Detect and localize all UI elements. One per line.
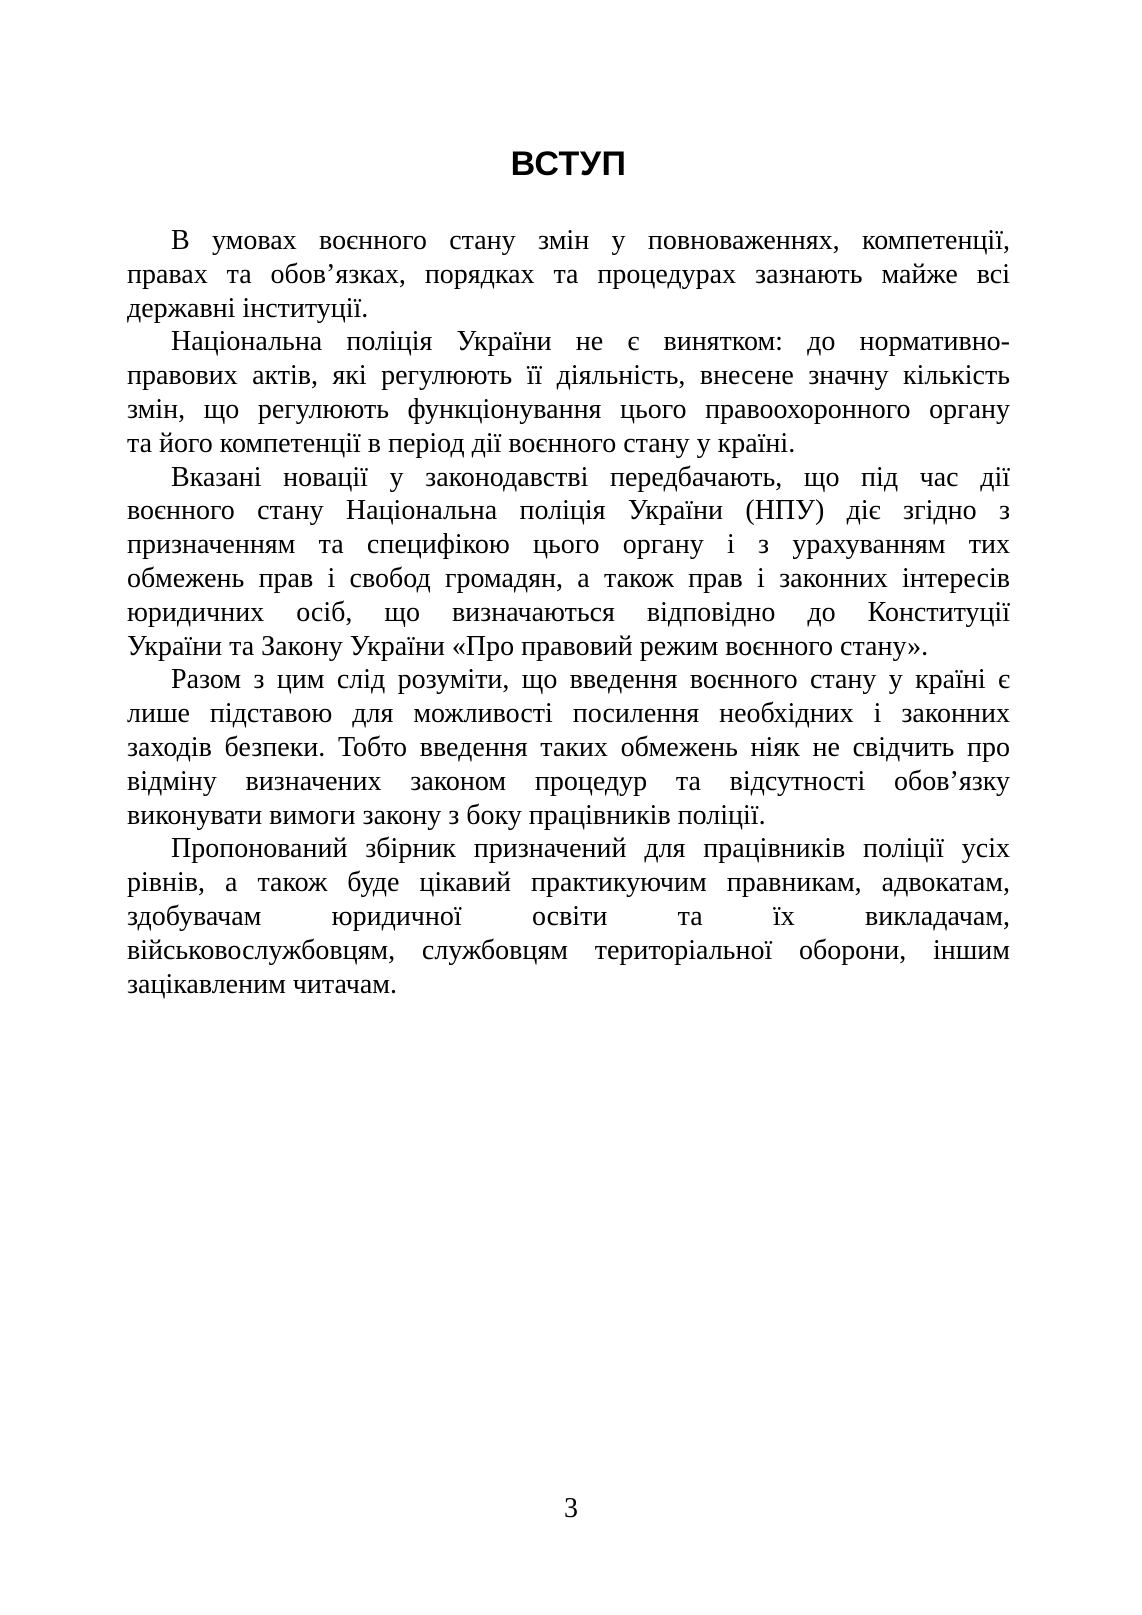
text-line: та його компетенції в період дії воєнного стану у країні. [127, 427, 796, 459]
text-line: воєнного стану Національна поліція України (НПУ) діє згідно з [127, 495, 1010, 527]
text-line: відміну визначених законом процедур та відсутності обов’язку [127, 765, 1010, 797]
text-line: виконувати вимоги закону з боку працівників поліції. [127, 799, 766, 831]
page-number: 3 [564, 1493, 578, 1524]
paragraph [127, 224, 1010, 325]
text-line: зацікавленим читачам. [127, 968, 397, 1000]
text-line: здобувачам юридичної освіти та їх викладачам, [127, 900, 1010, 932]
paragraph [127, 325, 1010, 460]
text-line: Пропонований збірник призначений для працівників поліції усіх [171, 833, 1010, 865]
text-line: лише підставою для можливості посилення необхідних і законних [127, 698, 1010, 730]
paragraph [127, 832, 1010, 1001]
text-line: Національна поліція України не є винятком: до нормативно- [171, 326, 1010, 358]
text-line: Разом з цим слід розуміти, що введення воєнного стану у країні є [171, 664, 1010, 696]
text-line: Вказані новації у законодавстві передбачають, що під час дії [171, 461, 1010, 493]
paragraph [127, 663, 1010, 832]
text-line: заходів безпеки. Тобто введення таких обмежень ніяк не свідчить про [127, 731, 1010, 763]
text-line: правах та обов’язках, порядках та процедурах зазнають майже всі [127, 258, 1010, 290]
text-line: призначенням та специфікою цього органу і з урахуванням тих [127, 529, 1010, 561]
text-line: змін, що регулюють функціонування цього правоохоронного органу [127, 393, 1010, 425]
paragraph [127, 461, 1010, 664]
text-line: В умовах воєнного стану змін у повноваженнях, компетенції, [171, 225, 1010, 256]
text-line: України та Закону України «Про правовий режим воєнного стану». [127, 630, 929, 662]
page-title: ВСТУП [510, 145, 627, 183]
text-line: правових актів, які регулюють її діяльність, внесене значну кількість [127, 360, 1010, 392]
text-line: військовослужбовцям, службовцям територіальної оборони, іншим [127, 934, 1010, 966]
body-text [127, 224, 1010, 1001]
text-line: рівнів, а також буде цікавий практикуючим правникам, адвокатам, [127, 867, 1010, 899]
page-content [127, 144, 1010, 1001]
text-line: державні інституції. [127, 292, 369, 324]
text-line: юридичних осіб, що визначаються відповідно до Конституції [127, 596, 1010, 628]
text-line: обмежень прав і свобод громадян, а також прав і законних інтересів [127, 562, 1010, 594]
